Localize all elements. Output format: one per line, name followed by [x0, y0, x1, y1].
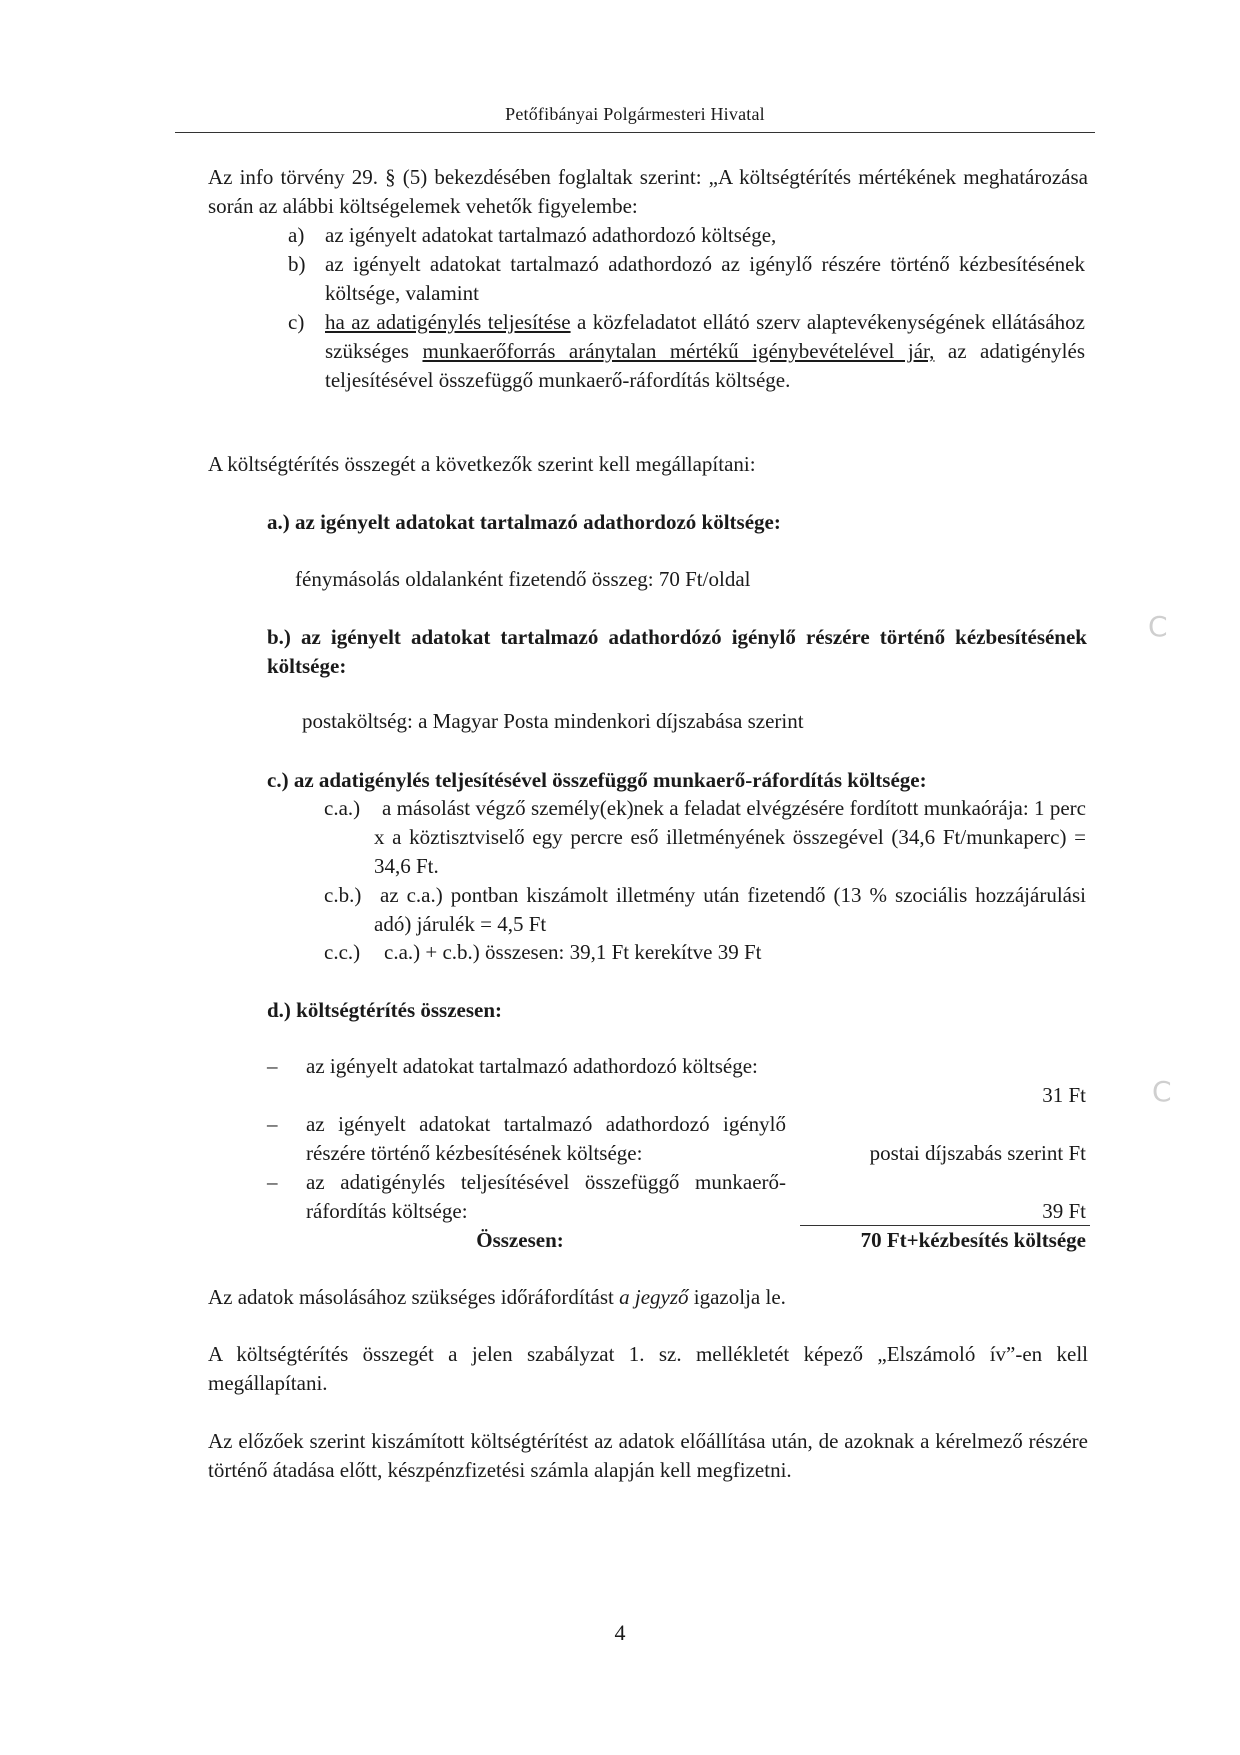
intro-item-c-marker: c)	[288, 310, 305, 334]
intro-item-a-marker: a)	[288, 223, 305, 247]
section-c-item-cc-text: c.a.) + c.b.) összesen: 39,1 Ft kerekítve 39 Ft	[384, 940, 762, 964]
section-d-row-1-label: az igényelt adatokat tartalmazó adathordozó költsége:	[306, 1054, 758, 1078]
closing-p3: Az előzőek szerint kiszámított költségtérítést az adatok előállítása után, de azoknak a kérelmező részére történő átadása előtt, készpénzfizetési számla alapján kell megfizetni.	[208, 1429, 1088, 1482]
section-c-item-ca-text: a másolást végző személy(ek)nek a feladat elvégzésére fordított munkaórája: 1 perc x a köztisztviselő egy percre eső illetményének összegével (34,6 Ft/munkaperc) = 34,6 Ft.	[374, 796, 1086, 878]
section-d-row-2-value: postai díjszabás szerint Ft	[869, 1141, 1086, 1165]
intro-lead: Az info törvény 29. § (5) bekezdésében foglaltak szerint: „A költségtérítés mértékének meghatározása során az alábbi költségelemek vehetők figyelembe:	[208, 165, 1088, 218]
intro-item-c-text	[325, 308, 1085, 395]
calc-intro: A költségtérítés összegét a következők szerint kell megállapítani:	[208, 452, 756, 476]
margin-mark-upper: C	[1148, 610, 1168, 643]
section-b-body: postaköltség: a Magyar Posta mindenkori díjszabása szerint	[302, 709, 804, 733]
closing-p1-pre: Az adatok másolásához szükséges időráfordítást	[208, 1285, 620, 1309]
section-c-item-ca-marker: c.a.)	[324, 796, 361, 820]
header-rule	[175, 132, 1095, 133]
margin-mark-lower: C	[1152, 1075, 1172, 1108]
intro-item-b-marker: b)	[288, 252, 306, 276]
section-d-row-3-label: az adatigénylés teljesítésével összefüggő munkaerő-ráfordítás költsége:	[306, 1170, 786, 1223]
header-title: Petőfibányai Polgármesteri Hivatal	[505, 104, 765, 124]
section-c-heading: c.) az adatigénylés teljesítésével összefüggő munkaerő-ráfordítás költsége:	[267, 768, 927, 792]
closing-p2: A költségtérítés összegét a jelen szabályzat 1. sz. mellékletét képező „Elszámoló ív”-en kell megállapítani.	[208, 1342, 1088, 1395]
section-d-row-3-value: 39 Ft	[1042, 1199, 1086, 1223]
section-b-heading: b.) az igényelt adatokat tartalmazó adathordózó igénylő részére történő kézbesítésének költsége:	[267, 625, 1087, 678]
section-d-total-label: Összesen:	[476, 1228, 564, 1252]
intro-item-c-text-4: az adatigénylés teljesítésével összefüggő munkaerő-ráfordítás költsége.	[325, 339, 1085, 392]
section-d-row-2-label: az igényelt adatokat tartalmazó adathordozó igénylő részére történő kézbesítésének költsége:	[306, 1112, 786, 1165]
closing-p1	[208, 1283, 1088, 1312]
intro-item-a-text: az igényelt adatokat tartalmazó adathordozó költsége,	[325, 223, 777, 247]
page-number: 4	[614, 1620, 626, 1645]
intro-item-c-text-2: a közfeladatot ellátó szerv alaptevékenységének ellátásához szükséges	[325, 310, 1085, 363]
section-c-item-cb-marker: c.b.)	[324, 883, 362, 907]
section-d-total-value: 70 Ft+kézbesítés költsége	[860, 1228, 1086, 1252]
intro-item-b-text: az igényelt adatokat tartalmazó adathordozó az igénylő részére történő kézbesítésének költsége, valamint	[325, 252, 1085, 305]
section-d-row-3-dash: –	[267, 1170, 278, 1194]
section-a-body: fénymásolás oldalanként fizetendő összeg: 70 Ft/oldal	[295, 567, 751, 591]
section-c-item-cc-marker: c.c.)	[324, 940, 361, 964]
intro-item-c-underlined-1: ha az adatigénylés teljesítése	[325, 310, 571, 334]
closing-p1-post: igazolja le.	[688, 1285, 786, 1309]
section-c-item-cb-text: az c.a.) pontban kiszámolt illetmény után fizetendő (13 % szociális hozzájárulási adó) járulék = 4,5 Ft	[374, 883, 1086, 936]
section-d-row-1-value: 31 Ft	[1042, 1083, 1086, 1107]
intro-item-c-underlined-2: munkaerőforrás aránytalan mértékű igénybevételével jár,	[422, 339, 935, 363]
section-a-heading: a.) az igényelt adatokat tartalmazó adathordozó költsége:	[267, 510, 781, 534]
section-d-row-2-dash: –	[267, 1112, 278, 1136]
closing-p1-emphasis: a jegyző	[619, 1285, 689, 1309]
section-d-row-1-dash: –	[267, 1054, 278, 1078]
section-d-heading: d.) költségtérítés összesen:	[267, 998, 503, 1022]
